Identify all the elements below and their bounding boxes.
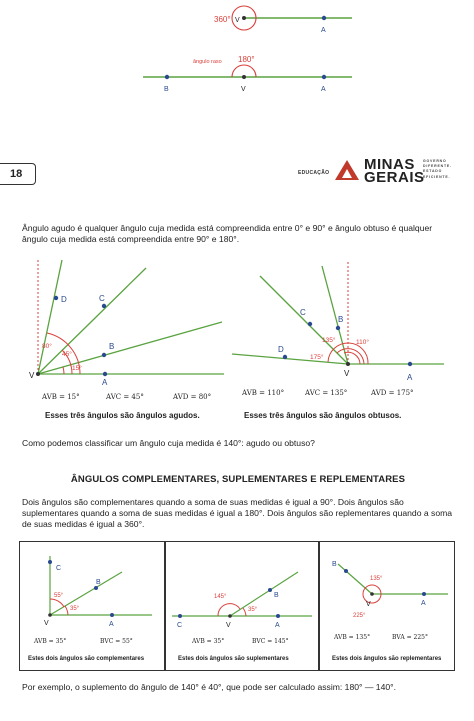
point-a-label: A [421, 600, 426, 607]
point-b-label: B [338, 315, 344, 324]
angle-label-35: 35° [70, 606, 80, 612]
complementary-caption: Estes dois ângulos são complementares [28, 656, 145, 662]
obtuse-caption: Esses três ângulos são ângulos obtusos. [244, 411, 402, 420]
supplementary-measure-1: AVB = 35° [192, 638, 225, 645]
brand-tagline: GOVERNO DIFERENTE. ESTADO EFICIENTE. [423, 159, 452, 179]
replementary-measure-2: BVA = 225° [392, 634, 428, 641]
supplementary-figure [166, 542, 318, 632]
complementary-measure-1: AVB = 35° [34, 638, 67, 645]
question-text: Como podemos classificar um ângulo cuja medida é 140°: agudo ou obtuso? [22, 438, 315, 448]
education-label: EDUCAÇÃO [298, 170, 330, 176]
angle-label-360: 360° [214, 15, 231, 24]
point-a-label: A [321, 27, 326, 34]
point-b-label: B [274, 592, 279, 599]
vertex-label: V [344, 369, 350, 378]
vertex-label: V [366, 601, 371, 608]
acute-measure-1: AVB = 15° [42, 393, 80, 401]
angle-label-110: 110° [356, 339, 369, 346]
obtuse-measure-3: AVD = 175° [371, 389, 414, 397]
complementary-measure-2: BVC = 55° [100, 638, 133, 645]
acute-measure-2: AVC = 45° [106, 393, 144, 401]
supplementary-measure-2: BVC = 145° [252, 638, 289, 645]
point-d-label: D [278, 345, 284, 354]
angle-label-55: 55° [54, 593, 64, 599]
vertex-label: V [29, 371, 35, 380]
point-b-label: B [109, 342, 115, 351]
replementary-figure [320, 542, 454, 632]
point-a-label: A [102, 378, 108, 387]
example-text: Por exemplo, o suplemento do ângulo de 140° é 40°, que pode ser calculado assim: 180° — 140°. [22, 682, 396, 692]
point-b-label: B [164, 86, 169, 93]
replementary-measure-1: AVB = 135° [334, 634, 371, 641]
complementary-box [19, 541, 165, 671]
angle-label-35: 35° [248, 607, 258, 613]
angle-label-145: 145° [214, 594, 227, 600]
complementary-figure [20, 542, 164, 632]
point-b-label: B [332, 561, 337, 568]
acute-angles-figure [28, 258, 238, 388]
replementary-caption: Estes dois ângulos são replementares [332, 656, 442, 662]
point-d-label: D [61, 295, 67, 304]
angle-label-135: 135° [322, 337, 336, 344]
angle-label-180: 180° [238, 55, 255, 64]
vertex-label: V [226, 622, 231, 629]
minas-gerais-logo-icon [334, 158, 360, 182]
raso-label: ângulo raso [193, 59, 222, 65]
angle-label-80: 80° [42, 343, 52, 350]
replementary-box [319, 541, 455, 671]
straight-angle-figure [0, 45, 474, 100]
angle-label-45: 45° [62, 351, 72, 358]
point-c-label: C [99, 294, 105, 303]
point-a-label: A [321, 86, 326, 93]
intro-paragraph: Ângulo agudo é qualquer ângulo cuja medida está compreendida entre 0° e 90° e ângulo obtuso é qualquer ângulo cuja medida está compreendida entre 90° e 180°. [22, 223, 433, 244]
obtuse-measure-2: AVC = 135° [305, 389, 348, 397]
point-a-label: A [407, 373, 413, 382]
acute-caption: Esses três ângulos são ângulos agudos. [45, 411, 200, 420]
page-number: 18 [0, 163, 36, 185]
acute-measure-3: AVD = 80° [173, 393, 212, 401]
supplementary-box [165, 541, 319, 671]
angle-label-175: 175° [310, 354, 324, 361]
point-c-label: C [177, 622, 183, 629]
supplementary-caption: Estes dois ângulos são suplementares [178, 656, 289, 662]
point-c-label: C [300, 308, 306, 317]
obtuse-angles-figure [230, 258, 450, 388]
point-a-label: A [275, 622, 280, 629]
obtuse-measure-1: AVB = 110° [242, 389, 285, 397]
vertex-label: V [44, 620, 49, 627]
point-c-label: C [56, 565, 62, 572]
vertex-label: V [235, 17, 240, 24]
section-title: ÂNGULOS COMPLEMENTARES, SUPLEMENTARES E REPLEMENTARES [70, 474, 406, 485]
angle-label-135: 135° [370, 576, 383, 582]
angle-label-225: 225° [353, 613, 366, 619]
brand-name: MINAS GERAIS [364, 156, 425, 186]
full-angle-figure [0, 0, 474, 45]
point-a-label: A [109, 621, 114, 628]
point-b-label: B [96, 579, 101, 586]
vertex-label: V [241, 86, 246, 93]
definitions-paragraph: Dois ângulos são complementares quando a soma de suas medidas é igual a 90°. Dois ângulos são suplementares quando a soma de suas medidas é igual a 180°. Dois ângulos são replementares quando a soma de suas medidas é igual a 360°. [22, 497, 453, 529]
angle-label-15: 15° [72, 365, 82, 372]
